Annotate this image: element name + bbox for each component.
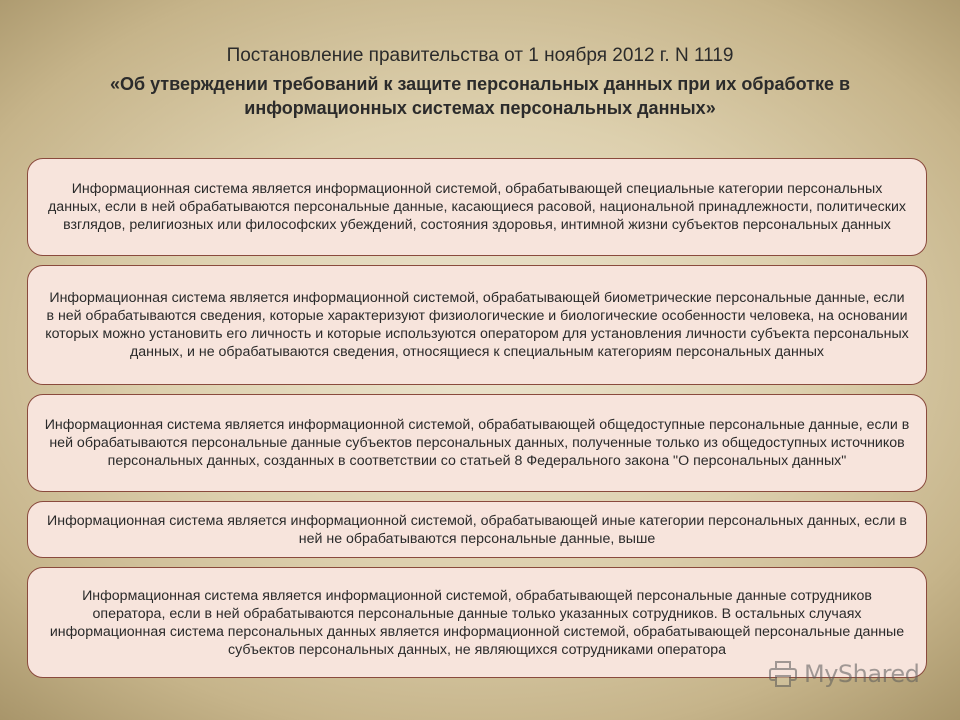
category-box-text: Информационная система является информационной системой, обрабатывающей общедоступные персональные данные, если в ней обрабатываются персональные данные субъектов персональных данных, полученные только из общедоступных источников персональных данных, созданных в соответствии со статьей 8 Федерального закона "О персональных данных" <box>44 417 910 469</box>
category-box-text: Информационная система является информационной системой, обрабатывающей биометрические персональные данные, если в ней обрабатываются сведения, которые характеризуют физиологические и биологические особенности человека, на основании которых можно установить его личность и которые используются оператором для установления личности субъекта персональных данных, и не обрабатываются сведения, относящиеся к специальным категориям персональных данных <box>45 290 909 360</box>
category-box-text: Информационная система является информационной системой, обрабатывающей специальные категории персональных данных, если в ней обрабатываются персональные данные, касающиеся расовой, национальной принадлежности, политических взглядов, религиозных или философских убеждений, состояния здоровья, интимной жизни субъектов персональных данных <box>48 181 906 233</box>
category-box-special <box>27 158 927 256</box>
title-subject: «Об утверждении требований к защите персональных данных при их обработке в информационных системах персональных данных» <box>109 74 851 118</box>
printer-icon <box>768 660 798 688</box>
category-box-text: Информационная система является информационной системой, обрабатывающей персональные данные сотрудников оператора, если в ней обрабатываются персональные данные только указанных сотрудников. В остальных случаях информационная система персональных данных является информационной системой, обрабатывающей персональные данные субъектов персональных данных, не являющихся сотрудниками оператора <box>49 587 905 658</box>
watermark <box>768 660 919 688</box>
title-resolution: Постановление правительства от 1 ноября 2012 г. N 1119 <box>226 45 734 66</box>
category-box-text: Информационная система является информационной системой, обрабатывающей иные категории персональных данных, если в ней не обрабатываются персональные данные, выше <box>47 512 907 547</box>
watermark-text: MyShared <box>804 660 920 688</box>
slide-title <box>60 44 900 120</box>
category-box-other <box>27 501 927 558</box>
category-box-biometric <box>27 265 927 385</box>
category-box-public <box>27 394 927 492</box>
